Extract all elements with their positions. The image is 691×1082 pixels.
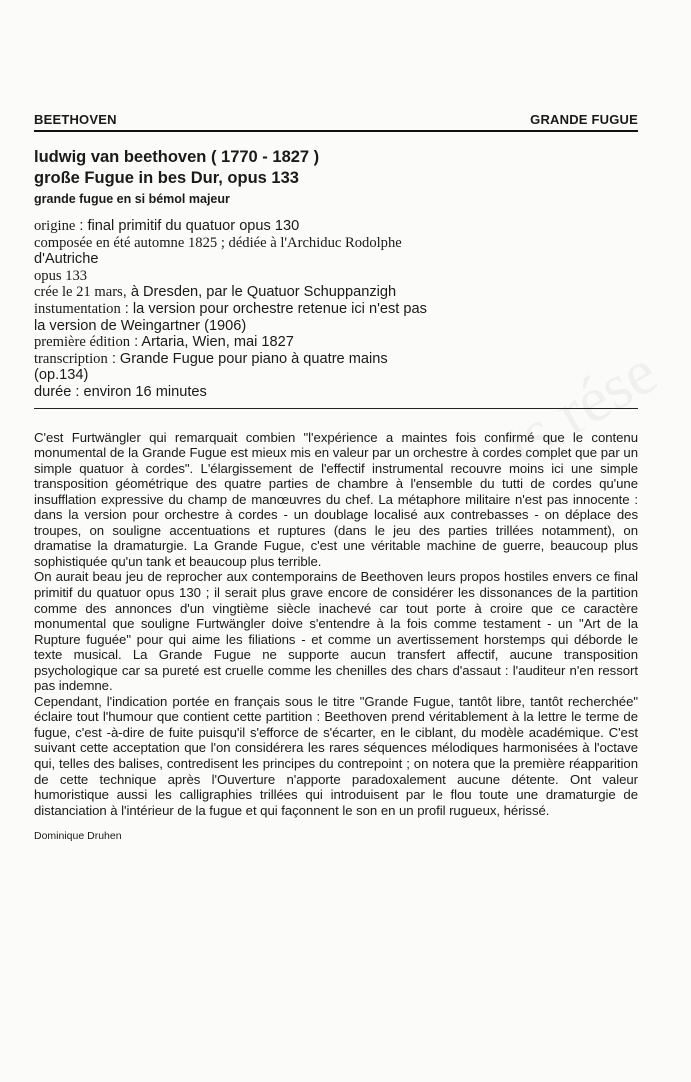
meta-transcription-cont: (op.134) — [34, 367, 89, 384]
meta-duree: durée : environ 16 minutes — [34, 383, 207, 400]
page — [34, 112, 638, 842]
meta-opus: opus 133 — [34, 267, 88, 284]
meta-transcription: transcription : Grande Fugue pour piano à quatre mains — [34, 350, 388, 367]
article-body — [34, 430, 638, 819]
paragraph-1: C'est Furtwängler qui remarquait combien "l'expérience a maintes fois confirmé que le contenu monumental de la Grande Fugue est mieux mis en valeur par un orchestre à cordes complet que par un simple quatuor à cordes". L'élargissement de l'effectif instrumental recouvre moins ici une simple transposition géométrique des quatre parties de chambre à l'ensemble du tutti de cordes qu'une insufflation expressive du champ de manœuvres du chef. La métaphore militaire n'est pas innocente : dans la version pour orchestre à cordes - un doublage localisé aux contrebasses - on déplace des troupes, on souligne accentuations et ruptures (dans le jeu des parties trillées notamment), on dramatise la dramaturgie. La Grande Fugue, c'est une véritable machine de guerre, beaucoup plus sophistiquée qu'un tank et beaucoup plus terrible. — [34, 429, 638, 569]
meta-composee: composée en été automne 1825 ; dédiée à l'Archiduc Rodolphe — [34, 234, 402, 251]
meta-creee: crée le 21 mars, à Dresden, par le Quatuor Schuppanzigh — [34, 284, 397, 301]
running-head-left: BEETHOVEN — [34, 112, 117, 127]
title-block — [34, 147, 638, 208]
paragraph-2: On aurait beau jeu de reprocher aux contemporains de Beethoven leurs propos hostiles envers ce final primitif du quatuor opus 130 ; il serait plus grave encore de considérer les dissonances de la partition comme des annonces d'un vingtième siècle inachevé car tout porte à croire que ce caractère monumental que souligne Furtwängler doive s'entendre à la fois comme testament - un "Art de la Rupture fuguée" pour qui aime les filiations - et comme un avertissement horstemps qui déborde le texte musical. La Grande Fugue ne supporte aucun transfert affectif, aucune transposition psychologique car sa pureté est cruelle comme les chenilles des chars d'assaut : l'auditeur n'en ressort pas indemne. — [34, 569, 638, 694]
running-head-right: GRANDE FUGUE — [530, 112, 638, 127]
composer-title: ludwig van beethoven ( 1770 - 1827 ) — [34, 148, 320, 166]
running-head — [34, 112, 638, 132]
meta-instrumentation: instumentation : la version pour orchestre retenue ici n'est pas — [34, 300, 427, 317]
meta-origine: origine : final primitif du quatuor opus 130 — [34, 218, 300, 234]
author-signature: Dominique Druhen — [34, 830, 122, 843]
meta-instrumentation-cont: la version de Weingartner (1906) — [34, 317, 247, 334]
work-title: große Fugue in bes Dur, opus 133 — [34, 169, 299, 187]
meta-edition: première édition : Artaria, Wien, mai 1827 — [34, 334, 294, 351]
work-subtitle: grande fugue en si bémol majeur — [34, 192, 230, 206]
meta-composee-cont: d'Autriche — [34, 251, 99, 268]
paragraph-3: Cependant, l'indication portée en français sous le titre "Grande Fugue, tantôt libre, tantôt recherchée" éclaire tout l'humour que contient cette partition : Beethoven prend véritablement à la lettre le terme de fugue, c'est -à-dire de fuite puisqu'il s'efforce de s'écarter, en le ciblant, du modèle académique. C'est suivant cette acceptation que l'on considérera les rares séquences mélodiques harmonisées à l'octave qui, telles des balises, contredisent les principes du contrepoint ; on notera que la première réapparition de cette technique après l'Ouverture n'apporte paradoxalement aucune détente. Ont valeur humoristique aussi les calligraphies trillées qui introduisent par le flou toute une dramaturgie de distanciation à l'intérieur de la fugue et qui façonnent le son en un profil rugueux, hérissé. — [34, 693, 638, 818]
work-metadata — [34, 218, 638, 409]
